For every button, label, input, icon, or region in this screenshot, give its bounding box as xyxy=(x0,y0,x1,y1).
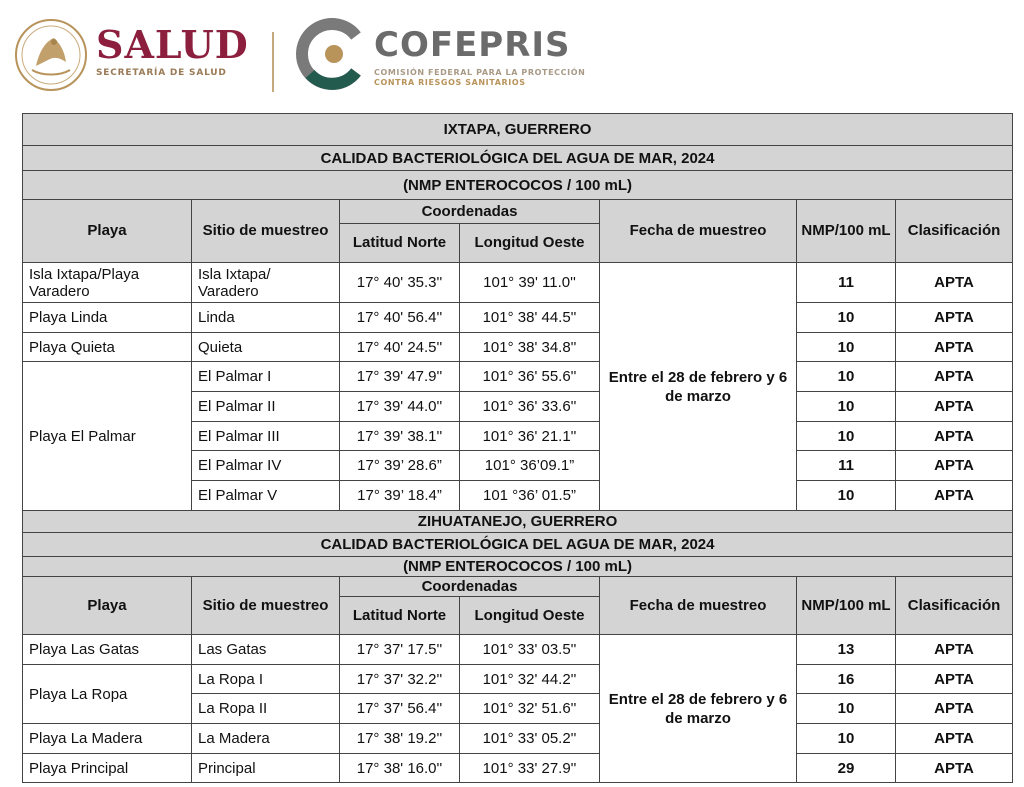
col-header-latitud: Latitud Norte xyxy=(340,224,460,263)
cell-clasificacion: APTA xyxy=(896,481,1013,511)
col-header-playa: Playa xyxy=(23,577,192,635)
cell-clasificacion: APTA xyxy=(896,451,1013,481)
cell-nmp: 10 xyxy=(797,422,896,451)
cell-latitud: 17° 37' 32.2'' xyxy=(340,665,460,694)
section-unit-row xyxy=(23,557,1013,577)
section-unit: (NMP ENTEROCOCOS / 100 mL) xyxy=(23,171,1013,200)
cell-playa: Playa Quieta xyxy=(23,333,192,362)
cell-latitud: 17° 38' 16.0'' xyxy=(340,754,460,783)
cell-nmp: 11 xyxy=(797,263,896,303)
cell-clasificacion: APTA xyxy=(896,303,1013,333)
document-header xyxy=(0,0,1024,112)
cell-clasificacion: APTA xyxy=(896,665,1013,694)
cell-latitud: 17° 37' 17.5'' xyxy=(340,635,460,665)
cell-longitud: 101° 33' 05.2'' xyxy=(460,724,600,754)
cell-sitio: El Palmar IV xyxy=(192,451,340,481)
table-row xyxy=(23,362,1013,392)
col-header-fecha: Fecha de muestreo xyxy=(600,577,797,635)
cell-sitio: La Ropa II xyxy=(192,694,340,724)
cell-clasificacion: APTA xyxy=(896,635,1013,665)
col-header-sitio: Sitio de muestreo xyxy=(192,200,340,263)
cell-nmp: 10 xyxy=(797,724,896,754)
cell-fecha: Entre el 28 de febrero y 6 de marzo xyxy=(600,263,797,511)
col-header-coordenadas: Coordenadas xyxy=(340,200,600,224)
table-row xyxy=(23,754,1013,783)
salud-subtitle: SECRETARÍA DE SALUD xyxy=(96,68,227,78)
col-header-clasificacion: Clasificación xyxy=(896,577,1013,635)
cofepris-title: COFEPRIS xyxy=(374,25,571,65)
col-header-fecha: Fecha de muestreo xyxy=(600,200,797,263)
cell-sitio: La Madera xyxy=(192,724,340,754)
logo-divider xyxy=(272,32,274,92)
section-location: IXTAPA, GUERRERO xyxy=(23,114,1013,146)
table-row xyxy=(23,263,1013,303)
cell-latitud: 17° 39’ 28.6” xyxy=(340,451,460,481)
cell-clasificacion: APTA xyxy=(896,263,1013,303)
salud-title: SALUD xyxy=(96,22,249,67)
cell-latitud: 17° 39' 38.1'' xyxy=(340,422,460,451)
section-location: ZIHUATANEJO, GUERRERO xyxy=(23,511,1013,533)
table-row xyxy=(23,333,1013,362)
cofepris-subtitle-2: CONTRA RIESGOS SANITARIOS xyxy=(374,78,526,87)
cell-sitio: La Ropa I xyxy=(192,665,340,694)
table-row xyxy=(23,303,1013,333)
cell-latitud: 17° 38' 19.2'' xyxy=(340,724,460,754)
cell-latitud: 17° 40' 24.5'' xyxy=(340,333,460,362)
cell-longitud: 101° 33' 03.5'' xyxy=(460,635,600,665)
cell-nmp: 16 xyxy=(797,665,896,694)
cell-nmp: 10 xyxy=(797,303,896,333)
cell-latitud: 17° 37' 56.4'' xyxy=(340,694,460,724)
mexico-seal-icon xyxy=(14,18,88,92)
cell-clasificacion: APTA xyxy=(896,362,1013,392)
section-unit: (NMP ENTEROCOCOS / 100 mL) xyxy=(23,557,1013,577)
cell-latitud: 17° 39' 44.0'' xyxy=(340,392,460,422)
table-row xyxy=(23,724,1013,754)
cell-sitio: El Palmar I xyxy=(192,362,340,392)
col-header-longitud: Longitud Oeste xyxy=(460,224,600,263)
cell-longitud: 101° 32' 44.2'' xyxy=(460,665,600,694)
section-title: CALIDAD BACTERIOLÓGICA DEL AGUA DE MAR, 2024 xyxy=(23,533,1013,557)
section-title-row xyxy=(23,146,1013,171)
cell-nmp: 29 xyxy=(797,754,896,783)
cell-fecha: Entre el 28 de febrero y 6 de marzo xyxy=(600,635,797,783)
cell-playa: Playa La Madera xyxy=(23,724,192,754)
section-location-row xyxy=(23,511,1013,533)
col-header-sitio: Sitio de muestreo xyxy=(192,577,340,635)
cell-clasificacion: APTA xyxy=(896,422,1013,451)
cell-longitud: 101° 38' 44.5'' xyxy=(460,303,600,333)
cell-longitud: 101° 33' 27.9'' xyxy=(460,754,600,783)
section-location-row xyxy=(23,114,1013,146)
cell-sitio: Las Gatas xyxy=(192,635,340,665)
cell-sitio: El Palmar II xyxy=(192,392,340,422)
cell-nmp: 10 xyxy=(797,392,896,422)
cell-sitio: El Palmar III xyxy=(192,422,340,451)
cell-longitud: 101° 36' 55.6'' xyxy=(460,362,600,392)
section-title-row xyxy=(23,533,1013,557)
cell-clasificacion: APTA xyxy=(896,333,1013,362)
table-row xyxy=(23,665,1013,694)
cell-clasificacion: APTA xyxy=(896,754,1013,783)
cell-playa: Playa Las Gatas xyxy=(23,635,192,665)
col-header-latitud: Latitud Norte xyxy=(340,597,460,635)
cofepris-logo-icon xyxy=(296,18,366,90)
cell-clasificacion: APTA xyxy=(896,392,1013,422)
col-header-longitud: Longitud Oeste xyxy=(460,597,600,635)
cell-playa: Playa La Ropa xyxy=(23,665,192,724)
water-quality-table xyxy=(22,113,1013,783)
cell-longitud: 101° 36' 33.6'' xyxy=(460,392,600,422)
section-title: CALIDAD BACTERIOLÓGICA DEL AGUA DE MAR, 2024 xyxy=(23,146,1013,171)
cell-latitud: 17° 39’ 18.4” xyxy=(340,481,460,511)
cell-clasificacion: APTA xyxy=(896,724,1013,754)
cell-sitio: Isla Ixtapa/ Varadero xyxy=(192,263,340,303)
section-unit-row xyxy=(23,171,1013,200)
cell-nmp: 10 xyxy=(797,694,896,724)
cell-longitud: 101° 38' 34.8'' xyxy=(460,333,600,362)
cell-latitud: 17° 40' 56.4'' xyxy=(340,303,460,333)
cell-longitud: 101° 32' 51.6'' xyxy=(460,694,600,724)
cell-sitio: Linda xyxy=(192,303,340,333)
col-header-clasificacion: Clasificación xyxy=(896,200,1013,263)
cell-clasificacion: APTA xyxy=(896,694,1013,724)
cell-latitud: 17° 39' 47.9'' xyxy=(340,362,460,392)
cell-latitud: 17° 40' 35.3'' xyxy=(340,263,460,303)
cell-nmp: 10 xyxy=(797,333,896,362)
cell-nmp: 13 xyxy=(797,635,896,665)
col-header-nmp: NMP/100 mL xyxy=(797,200,896,263)
col-header-nmp: NMP/100 mL xyxy=(797,577,896,635)
col-header-playa: Playa xyxy=(23,200,192,263)
column-header-row xyxy=(23,577,1013,597)
cell-nmp: 10 xyxy=(797,481,896,511)
table-row xyxy=(23,635,1013,665)
cell-playa: Playa Linda xyxy=(23,303,192,333)
cell-longitud: 101° 36’09.1” xyxy=(460,451,600,481)
cell-sitio: Quieta xyxy=(192,333,340,362)
cell-longitud: 101 °36’ 01.5” xyxy=(460,481,600,511)
cell-sitio: Principal xyxy=(192,754,340,783)
cell-playa: Playa Principal xyxy=(23,754,192,783)
cofepris-logo xyxy=(374,26,585,88)
cofepris-subtitle: COMISIÓN FEDERAL PARA LA PROTECCIÓN xyxy=(374,68,586,77)
cell-nmp: 10 xyxy=(797,362,896,392)
cell-playa: Isla Ixtapa/Playa Varadero xyxy=(23,263,192,303)
column-header-row xyxy=(23,200,1013,224)
cell-sitio: El Palmar V xyxy=(192,481,340,511)
cell-longitud: 101° 36' 21.1'' xyxy=(460,422,600,451)
salud-logo xyxy=(96,24,249,78)
cell-playa: Playa El Palmar xyxy=(23,362,192,511)
col-header-coordenadas: Coordenadas xyxy=(340,577,600,597)
cell-longitud: 101° 39' 11.0'' xyxy=(460,263,600,303)
cell-nmp: 11 xyxy=(797,451,896,481)
